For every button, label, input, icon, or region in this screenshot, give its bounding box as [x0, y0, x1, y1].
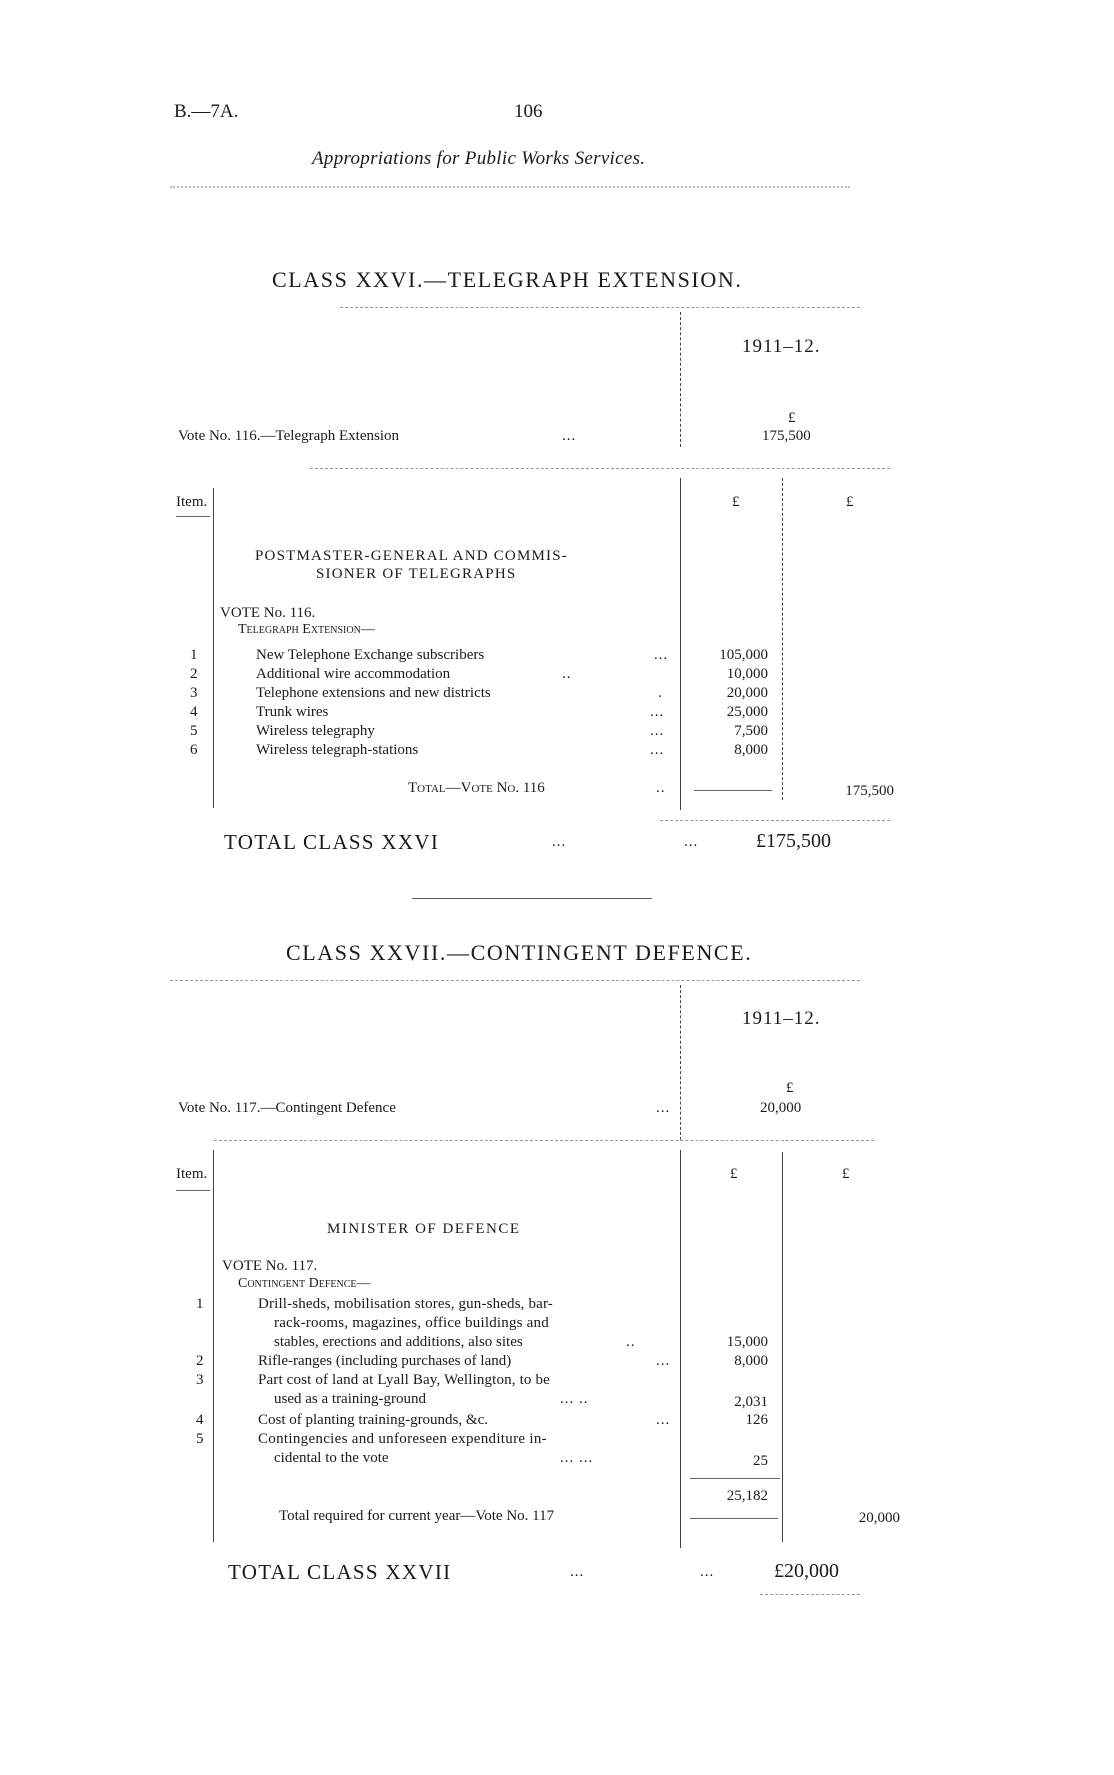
class-26-item-amount: 8,000 — [734, 742, 768, 758]
class-26-total-vote-label: Total—Vote No. 116 — [408, 780, 545, 796]
class-26-vote-amount: 175,500 — [762, 428, 811, 444]
page-number: 106 — [514, 101, 543, 122]
class-27-class-total-rule — [760, 1594, 860, 1595]
class-26-amount-column-rule — [680, 478, 681, 810]
class-26-total-column-rule — [782, 478, 783, 800]
class-26-item-number: 4 — [190, 704, 198, 720]
class-26-vote-dots: ... — [562, 428, 577, 444]
class-27-table-rule — [214, 1140, 874, 1141]
class-27-item-number: 5 — [196, 1431, 204, 1447]
class-27-class-total-label: TOTAL CLASS XXVII — [228, 1560, 452, 1584]
page-subtitle: Appropriations for Public Works Services. — [312, 148, 646, 169]
class-27-subtotal: 25,182 — [726, 1488, 768, 1504]
class-26-table-rule — [310, 468, 890, 469]
class-26-item-dots: . — [658, 685, 663, 701]
class-26-item-description: Telephone extensions and new districts — [256, 685, 491, 701]
class-26-item-column-rule — [213, 488, 214, 808]
class-26-year-divider — [680, 312, 681, 447]
class-26-col1-pound: £ — [732, 494, 740, 510]
class-27-vote-line: Vote No. 117.—Contingent Defence — [178, 1100, 396, 1116]
class-26-total-vote-rule — [694, 790, 772, 791]
section-separator — [412, 898, 652, 899]
class-26-vote-number: VOTE No. 116. — [220, 605, 316, 621]
class-26-class-total-label: TOTAL CLASS XXVI — [224, 830, 440, 854]
class-27-item-description: stables, erections and additions, also sites — [274, 1334, 523, 1350]
class-27-year-divider — [680, 985, 681, 1140]
class-26-title-rule — [340, 307, 860, 308]
class-26-item-amount: 105,000 — [719, 647, 768, 663]
class-27-title: CLASS XXVII.—CONTINGENT DEFENCE. — [286, 940, 753, 965]
class-26-item-header: Item. — [176, 494, 208, 510]
class-27-item-description: rack-rooms, magazines, office buildings and — [274, 1315, 549, 1331]
class-26-item-amount: 25,000 — [726, 704, 768, 720]
class-27-total-vote-rule — [690, 1518, 778, 1519]
class-27-total-column-rule — [782, 1152, 783, 1542]
class-27-item-number: 3 — [196, 1372, 204, 1388]
class-26-item-dots: ... — [650, 723, 665, 739]
class-26-item-header-rule — [176, 516, 210, 517]
class-26-item-description: New Telephone Exchange subscribers — [256, 647, 485, 663]
class-27-item-description: Drill-sheds, mobilisation stores, gun-sheds, bar- — [258, 1296, 553, 1312]
class-26-item-number: 1 — [190, 647, 198, 663]
class-26-item-amount: 7,500 — [734, 723, 768, 739]
class-27-item-dots: ... — [656, 1412, 671, 1428]
class-27-amount-column-rule — [680, 1150, 681, 1548]
class-27-item-dots: ... ... — [560, 1450, 594, 1466]
class-27-title-rule — [170, 980, 860, 981]
class-26-item-number: 6 — [190, 742, 198, 758]
class-27-item-description: Cost of planting training-grounds, &c. — [258, 1412, 488, 1428]
class-26-item-description: Wireless telegraph-stations — [256, 742, 419, 758]
class-26-class-total-amount: £175,500 — [756, 830, 831, 852]
class-27-item-dots: .. — [626, 1334, 636, 1350]
class-26-total-vote-dots: .. — [656, 780, 666, 796]
class-27-class-total-amount: £20,000 — [774, 1560, 839, 1582]
class-27-item-dots: ... .. — [560, 1391, 589, 1407]
class-27-item-number: 2 — [196, 1353, 204, 1369]
class-27-year: 1911–12. — [742, 1008, 821, 1029]
class-26-year: 1911–12. — [742, 336, 821, 357]
class-27-item-number: 1 — [196, 1296, 204, 1312]
class-27-col1-pound: £ — [730, 1166, 738, 1182]
class-26-heading-line-1: POSTMASTER-GENERAL AND COMMIS- — [255, 548, 568, 564]
class-27-item-number: 4 — [196, 1412, 204, 1428]
class-26-item-number: 2 — [190, 666, 198, 682]
class-27-item-description: cidental to the vote — [274, 1450, 389, 1466]
class-26-vote-line: Vote No. 116.—Telegraph Extension — [178, 428, 399, 444]
class-26-class-total-rule — [660, 820, 890, 821]
class-27-vote-amount: 20,000 — [760, 1100, 802, 1116]
class-27-item-description: used as a training-ground — [274, 1391, 427, 1407]
class-26-item-amount: 10,000 — [726, 666, 768, 682]
class-26-item-dots: ... — [650, 742, 665, 758]
class-26-class-total-dots-2: ... — [684, 834, 699, 850]
class-27-item-amount: 8,000 — [734, 1353, 768, 1369]
header-divider — [170, 186, 850, 188]
class-27-item-column-rule — [213, 1150, 214, 1542]
class-26-item-description: Wireless telegraphy — [256, 723, 375, 739]
class-27-item-amount: 2,031 — [734, 1394, 768, 1410]
class-27-heading: MINISTER OF DEFENCE — [327, 1221, 521, 1237]
class-27-vote-pound: £ — [786, 1080, 794, 1096]
class-27-vote-dots: ... — [656, 1100, 671, 1116]
class-27-item-amount: 25 — [753, 1453, 768, 1469]
class-26-col2-pound: £ — [846, 494, 854, 510]
class-26-item-dots: ... — [650, 704, 665, 720]
class-27-item-dots: ... — [656, 1353, 671, 1369]
class-27-item-description: Part cost of land at Lyall Bay, Wellington, to be — [258, 1372, 550, 1388]
class-27-class-total-dots-2: ... — [700, 1564, 715, 1580]
class-26-vote-pound: £ — [788, 410, 796, 426]
class-26-title: CLASS XXVI.—TELEGRAPH EXTENSION. — [272, 267, 743, 292]
class-27-item-amount: 15,000 — [726, 1334, 768, 1350]
class-26-total-vote-amount: 175,500 — [845, 783, 894, 799]
class-26-class-total-dots-1: ... — [552, 834, 567, 850]
class-26-item-number: 5 — [190, 723, 198, 739]
class-27-subtotal-rule — [690, 1478, 780, 1479]
class-26-item-amount: 20,000 — [726, 685, 768, 701]
class-27-item-description: Rifle-ranges (including purchases of land) — [258, 1353, 512, 1369]
class-26-item-number: 3 — [190, 685, 198, 701]
class-27-vote-number: VOTE No. 117. — [222, 1258, 318, 1274]
class-27-total-vote-amount: 20,000 — [858, 1510, 900, 1526]
class-26-subheading: Telegraph Extension— — [238, 622, 375, 637]
class-26-item-dots: .. — [562, 666, 572, 682]
class-27-subheading: Contingent Defence— — [238, 1276, 371, 1291]
document-reference: B.—7A. — [174, 101, 239, 122]
class-27-total-vote-label: Total required for current year—Vote No. 117 — [279, 1508, 555, 1524]
class-27-item-description: Contingencies and unforeseen expenditure in- — [258, 1431, 547, 1447]
class-27-col2-pound: £ — [842, 1166, 850, 1182]
class-26-item-description: Additional wire accommodation — [256, 666, 451, 682]
class-27-item-amount: 126 — [745, 1412, 768, 1428]
class-27-item-header-rule — [176, 1190, 210, 1191]
class-27-item-header: Item. — [176, 1166, 208, 1182]
class-26-item-dots: ... — [654, 647, 669, 663]
class-27-class-total-dots-1: ... — [570, 1564, 585, 1580]
class-26-item-description: Trunk wires — [256, 704, 329, 720]
class-26-heading-line-2: SIONER OF TELEGRAPHS — [316, 566, 517, 582]
